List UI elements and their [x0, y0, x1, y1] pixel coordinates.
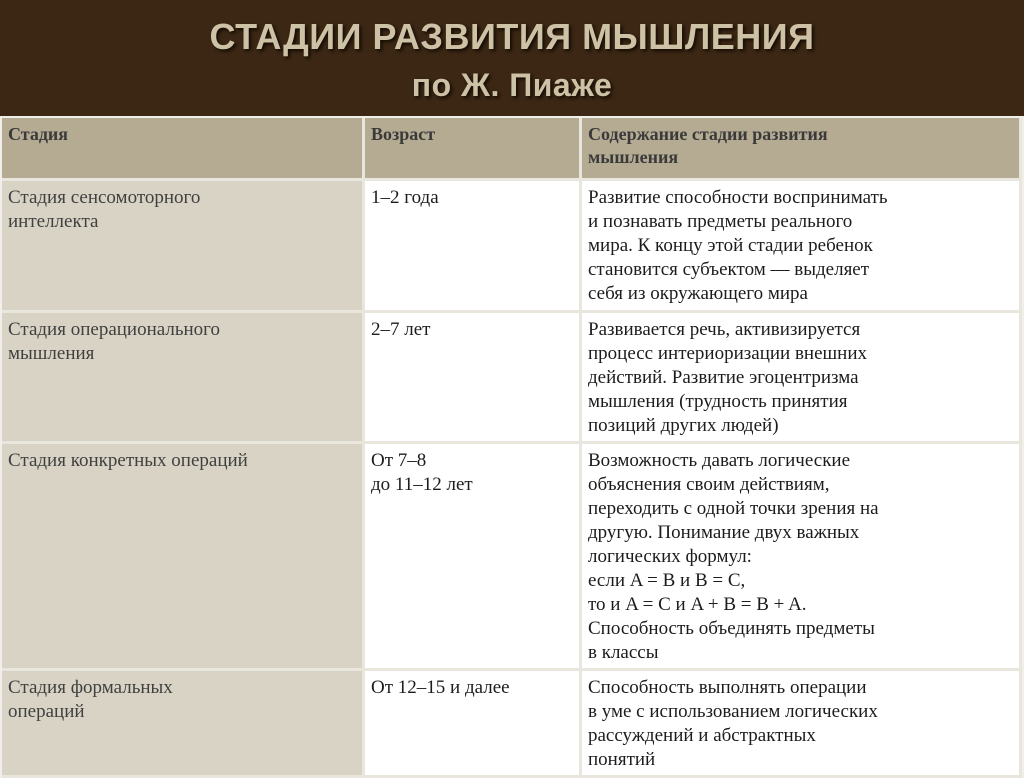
content-text: переходить с одной точки зрения на	[588, 498, 879, 519]
age-text: 1–2 года	[371, 187, 439, 208]
table-row	[2, 444, 1022, 671]
content-text: другую. Понимание двух важных	[588, 522, 860, 543]
header-age-label: Возраст	[371, 124, 436, 144]
slide-title: СТАДИИ РАЗВИТИЯ МЫШЛЕНИЯ	[209, 16, 815, 57]
content-text: Развивается речь, активизируется	[588, 319, 861, 340]
formula-text: если A = B и B = C,	[588, 570, 746, 591]
content-text: мира. К концу этой стадии ребенок	[588, 235, 873, 256]
age-text: От 7–8	[371, 450, 427, 471]
content-text: Способность объединять предметы	[588, 618, 875, 639]
table-row	[2, 671, 1022, 778]
content-text: и познавать предметы реального	[588, 211, 853, 232]
stages-table	[2, 118, 1022, 778]
stage-text: операций	[8, 701, 85, 722]
content-text: действий. Развитие эгоцентризма	[588, 367, 859, 388]
content-text: Развитие способности воспринимать	[588, 187, 888, 208]
stage-text: Стадия формальных	[8, 677, 173, 698]
table-container	[0, 116, 1024, 768]
content-text: рассуждений и абстрактных	[588, 725, 816, 746]
stage-cell	[2, 181, 365, 313]
content-text: логических формул:	[588, 546, 752, 567]
header-content	[582, 118, 1022, 181]
header-content-label: мышления	[588, 147, 679, 167]
age-text: до 11–12 лет	[371, 474, 473, 495]
stage-text: Стадия сенсомоторного	[8, 187, 201, 208]
age-cell	[365, 444, 582, 671]
content-text: мышления (трудность принятия	[588, 391, 848, 412]
title-bar	[0, 0, 1024, 116]
stage-cell	[2, 444, 365, 671]
slide-subtitle: по Ж. Пиаже	[411, 67, 613, 103]
content-text: процесс интериоризации внешних	[588, 343, 867, 364]
header-stage-label: Стадия	[8, 124, 69, 144]
formula-text: то и A = C и A + B = B + A.	[588, 594, 807, 615]
stage-text: мышления	[8, 343, 95, 364]
stage-cell	[2, 313, 365, 444]
content-cell	[582, 313, 1022, 444]
content-cell	[582, 181, 1022, 313]
stage-cell	[2, 671, 365, 778]
content-text: понятий	[588, 749, 656, 770]
content-text: Способность выполнять операции	[588, 677, 867, 698]
header-age	[365, 118, 582, 181]
content-text: становится субъектом — выделяет	[588, 259, 870, 280]
age-cell	[365, 671, 582, 778]
table-header-row	[2, 118, 1022, 181]
stage-text: интеллекта	[8, 211, 99, 232]
table-row	[2, 181, 1022, 313]
stage-text: Стадия операционального	[8, 319, 220, 340]
content-cell	[582, 444, 1022, 671]
header-stage	[2, 118, 365, 181]
content-text: позиций других людей)	[588, 415, 779, 436]
content-cell	[582, 671, 1022, 778]
content-text: Возможность давать логические	[588, 450, 851, 471]
age-text: 2–7 лет	[371, 319, 431, 340]
content-text: в классы	[588, 642, 659, 663]
stage-text: Стадия конкретных операций	[8, 450, 248, 471]
header-content-label: Содержание стадии развития	[588, 124, 828, 144]
age-text: От 12–15 и далее	[371, 677, 510, 698]
content-text: в уме с использованием логических	[588, 701, 878, 722]
content-text: себя из окружающего мира	[588, 283, 808, 304]
table-row	[2, 313, 1022, 444]
age-cell	[365, 313, 582, 444]
content-text: объяснения своим действиям,	[588, 474, 830, 495]
age-cell	[365, 181, 582, 313]
